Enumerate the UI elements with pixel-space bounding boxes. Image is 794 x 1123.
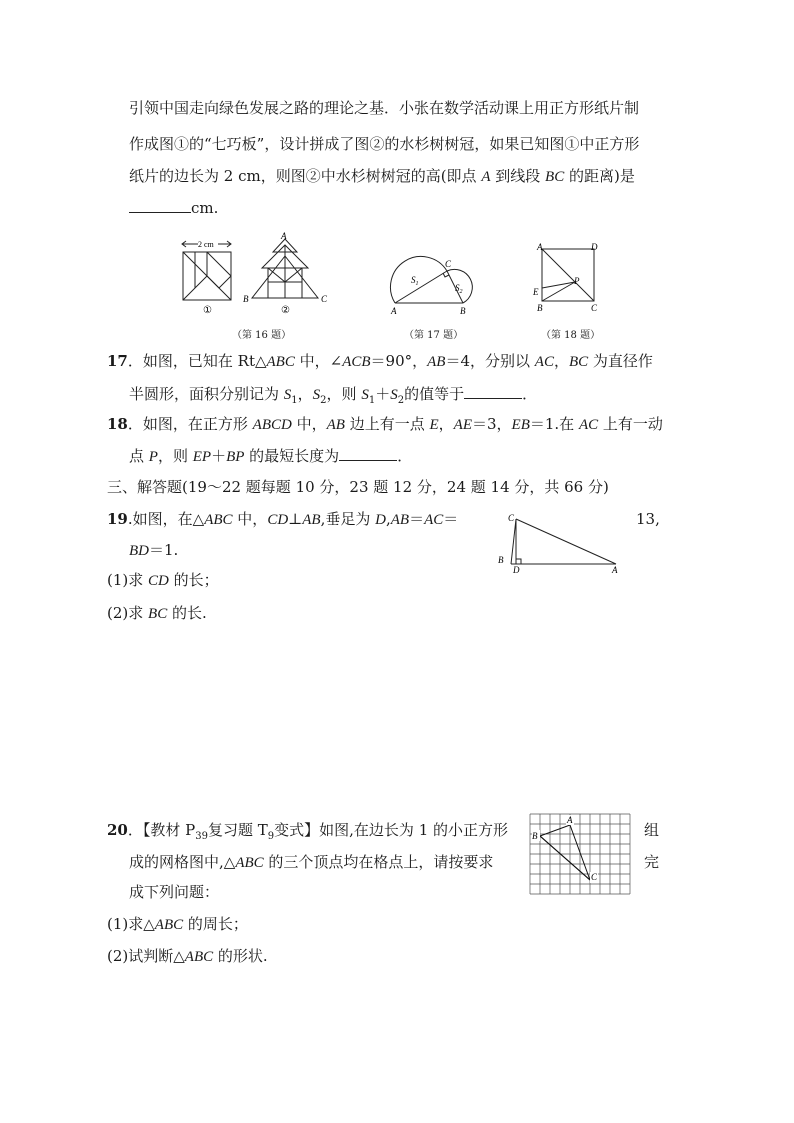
fig20-label-A: A	[567, 815, 573, 825]
fig17-label-B: B	[460, 306, 466, 316]
fig20-label-B: B	[532, 831, 538, 841]
fig19-label-B: B	[498, 555, 504, 565]
q20-part-1: (1)求△ABC 的周长；	[107, 915, 248, 933]
fig17-label-S1: $S_1$	[411, 275, 419, 287]
q19-line-1: 19.如图，在△ABC 中，CD⊥AB,垂足为 D,AB＝AC＝	[107, 510, 459, 528]
q19-part-1: (1)求 CD 的长；	[107, 571, 219, 589]
fig17-label-C: C	[445, 259, 452, 269]
q16-line-2: 作成图①的“七巧板”，设计拼成了图②的水杉树树冠，如果已知图①中正方形	[129, 135, 640, 153]
figure-16	[178, 232, 338, 322]
fig19-label-A: A	[612, 565, 618, 575]
q16-line-3: 纸片的边长为 2 cm，则图②中水杉树树冠的高(即点 A 到线段 BC 的距离)是	[129, 167, 635, 185]
q20-line-3: 成下列问题：	[129, 883, 220, 901]
q17-line-2: 半圆形，面积分别记为 $S_1$，$S_2$，则 $S_1+S_2$的值等于 ．	[129, 385, 538, 406]
fig18-label-P: P	[574, 276, 580, 286]
q20-line-1: 20．【教材 $P_{39}$复习题 $T_9$变式】如图,在边长为 1 的小正方形	[107, 821, 509, 842]
fig19-label-D: D	[513, 565, 520, 575]
answer-blank-18[interactable]	[339, 446, 397, 461]
fig20-label-C: C	[591, 872, 598, 882]
q16-line-1: 引领中国走向绿色发展之路的理论之基．小张在数学活动课上用正方形纸片制	[129, 99, 640, 117]
q16-line-4: cm.	[129, 198, 218, 218]
fig17-label-A: A	[391, 306, 397, 316]
caption-16: （第 16 题）	[232, 330, 292, 341]
fig16-label-2: ②	[281, 305, 290, 316]
q19-part-2: (2)求 BC 的长.	[107, 604, 207, 622]
answer-blank-17[interactable]	[464, 384, 522, 399]
section-3-title: 三、解答题(19～22 题每题 10 分，23 题 12 分，24 题 14 分，共 66 分)	[107, 478, 609, 496]
fig19-label-C: C	[508, 513, 515, 523]
fig16-dim-label: 2 cm	[198, 240, 214, 249]
fig18-label-E: E	[533, 287, 539, 297]
fig18-label-A: A	[537, 242, 543, 252]
q20-word-wan: 完	[644, 853, 660, 871]
fig18-label-D: D	[591, 242, 598, 252]
fig16-label-1: ①	[203, 305, 212, 316]
q17-line-1: 17．如图，已知在 Rt△ABC 中，∠ACB＝90°，AB＝4，分别以 AC，BC 为直径作	[107, 352, 653, 370]
fig18-label-C: C	[591, 303, 598, 313]
figure-18	[533, 238, 613, 318]
answer-blank-16[interactable]	[129, 198, 191, 213]
figure-20-grid	[527, 812, 637, 894]
figure-17	[385, 235, 485, 315]
fig16-label-A: A	[281, 231, 287, 241]
fig17-label-S2: $S_2$	[455, 283, 463, 295]
q19-value-13: 13,	[636, 510, 660, 528]
caption-17: （第 17 题）	[404, 330, 464, 341]
q18-line-2: 点 P，则 EP＋BP 的最短长度为 ．	[129, 447, 413, 465]
caption-18: （第 18 题）	[541, 330, 601, 341]
q18-line-1: 18．如图，在正方形 ABCD 中，AB 边上有一点 E，AE＝3，EB＝1.在 AC 上有一动	[107, 415, 663, 433]
q20-word-zu: 组	[644, 821, 660, 839]
q20-line-2: 成的网格图中,△ABC 的三个顶点均在格点上，请按要求	[129, 853, 494, 871]
fig16-label-C: C	[321, 294, 328, 304]
fig18-label-B: B	[537, 303, 543, 313]
q19-line-2: BD＝1.	[129, 541, 179, 559]
fig16-label-B: B	[243, 294, 249, 304]
figure-19	[494, 511, 634, 575]
q20-part-2: (2)试判断△ABC 的形状.	[107, 947, 268, 965]
